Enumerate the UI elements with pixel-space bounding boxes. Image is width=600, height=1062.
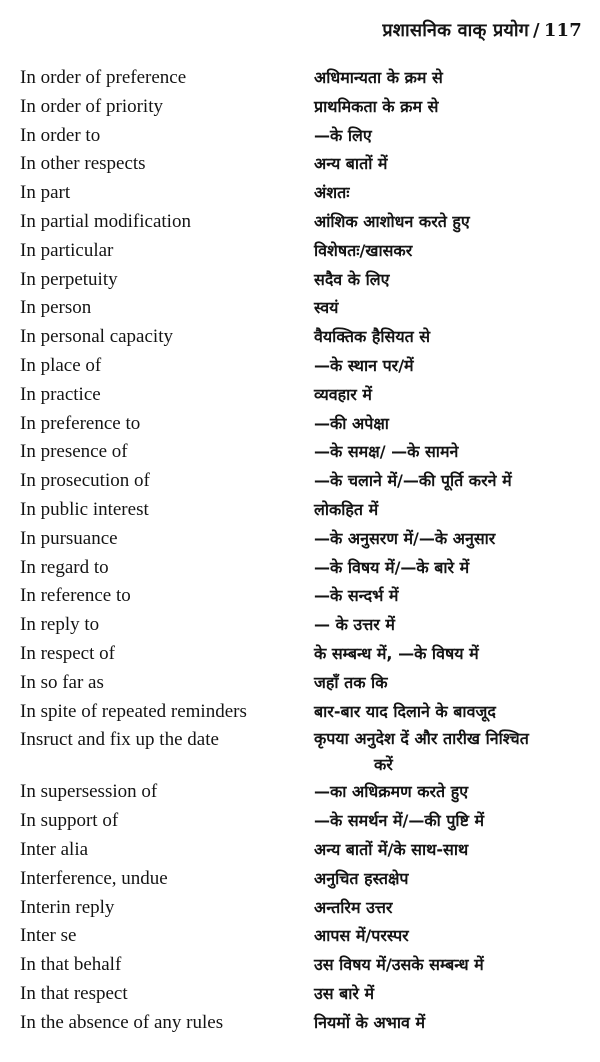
english-term: Insruct and fix up the date xyxy=(20,729,219,751)
glossary-row xyxy=(0,611,600,640)
english-term: In place of xyxy=(20,354,102,376)
english-term: Interin reply xyxy=(20,896,115,918)
hindi-text: —के लिए xyxy=(314,125,372,145)
hindi-equivalent xyxy=(292,611,582,640)
hindi-equivalent xyxy=(292,294,582,323)
hindi-text: वैयक्तिक हैसियत से xyxy=(314,327,431,347)
hindi-text: सदैव के लिए xyxy=(314,269,390,289)
running-header xyxy=(382,18,582,42)
glossary-row xyxy=(0,266,600,295)
english-term: In order to xyxy=(20,124,101,146)
glossary-row xyxy=(0,237,600,266)
hindi-text: अन्य बातों में/के साथ-साथ xyxy=(314,839,469,859)
hindi-text: —के स्थान पर/में xyxy=(314,355,414,375)
hindi-equivalent xyxy=(292,582,582,611)
glossary-row xyxy=(0,150,600,179)
hindi-equivalent xyxy=(292,698,582,727)
glossary-row xyxy=(0,698,600,727)
hindi-text: — के उत्तर में xyxy=(314,615,395,635)
glossary-row xyxy=(0,922,600,951)
english-term: In public interest xyxy=(20,498,149,520)
hindi-equivalent xyxy=(292,381,582,410)
page-number: 117 xyxy=(543,20,582,41)
hindi-text: अधिमान्यता के क्रम से xyxy=(314,68,443,87)
glossary-row xyxy=(0,410,600,439)
hindi-equivalent xyxy=(292,836,582,865)
glossary-row xyxy=(0,352,600,381)
english-term: In partial modification xyxy=(20,210,191,232)
english-term: In that respect xyxy=(20,982,128,1004)
hindi-text: अनुचित हस्तक्षेप xyxy=(314,868,409,888)
hindi-text: व्यवहार में xyxy=(314,384,372,404)
hindi-text: प्राथमिकता के क्रम से xyxy=(314,96,439,116)
english-term: In perpetuity xyxy=(20,268,118,290)
english-term: In other respects xyxy=(20,153,146,175)
english-term: In supersession of xyxy=(20,781,158,803)
hindi-equivalent xyxy=(292,669,582,698)
glossary-row xyxy=(0,525,600,554)
hindi-equivalent xyxy=(292,438,582,467)
header-title: प्रशासनिक वाक् प्रयोग xyxy=(382,20,530,41)
english-term: In reply to xyxy=(20,614,100,636)
hindi-text: कृपया अनुदेश दें और तारीख निश्चित xyxy=(314,729,529,749)
english-term: In preference to xyxy=(20,412,141,434)
hindi-text: —के समक्ष/ —के सामने xyxy=(314,442,459,462)
english-term: In that behalf xyxy=(20,954,122,976)
english-term: In pursuance xyxy=(20,527,118,549)
hindi-text: अंशतः xyxy=(314,183,350,203)
glossary-row xyxy=(0,1009,600,1038)
hindi-text: —का अधिक्रमण करते हुए xyxy=(314,782,469,802)
glossary-row xyxy=(0,208,600,237)
hindi-equivalent xyxy=(292,525,582,554)
english-term: In order of preference xyxy=(20,67,187,88)
english-term: In part xyxy=(20,182,71,204)
hindi-text-continuation: करें xyxy=(374,755,393,775)
english-term: In particular xyxy=(20,239,114,261)
glossary-row xyxy=(0,582,600,611)
hindi-equivalent xyxy=(292,554,582,583)
english-term: In support of xyxy=(20,810,119,832)
hindi-text: —की अपेक्षा xyxy=(314,413,389,433)
header-separator: / xyxy=(533,20,540,41)
hindi-text: —के विषय में/—के बारे में xyxy=(314,557,470,577)
glossary-row xyxy=(0,64,600,93)
hindi-text: लोकहित में xyxy=(314,499,379,519)
hindi-equivalent xyxy=(292,266,582,295)
hindi-equivalent xyxy=(292,980,582,1009)
glossary-row xyxy=(0,894,600,923)
glossary-row xyxy=(0,93,600,122)
english-term: In reference to xyxy=(20,585,131,607)
hindi-equivalent xyxy=(292,1009,582,1038)
glossary-list xyxy=(0,64,600,1038)
hindi-text: स्वयं xyxy=(314,298,339,318)
hindi-equivalent xyxy=(292,807,582,836)
english-term: In spite of repeated reminders xyxy=(20,700,247,722)
glossary-row xyxy=(0,438,600,467)
hindi-text: उस विषय में/उसके सम्बन्ध में xyxy=(314,955,484,975)
hindi-equivalent xyxy=(292,951,582,980)
hindi-text: बार-बार याद दिलाने के बावजूद xyxy=(314,701,496,721)
english-term: In practice xyxy=(20,383,101,405)
hindi-equivalent xyxy=(292,865,582,894)
glossary-row xyxy=(0,467,600,496)
hindi-equivalent xyxy=(292,150,582,179)
hindi-text: —के अनुसरण में/—के अनुसार xyxy=(314,528,496,548)
glossary-row xyxy=(0,323,600,352)
glossary-row xyxy=(0,640,600,669)
hindi-text: के सम्बन्ध में, —के विषय में xyxy=(314,643,479,663)
english-term: In personal capacity xyxy=(20,326,173,348)
glossary-row xyxy=(0,496,600,525)
hindi-equivalent xyxy=(292,352,582,381)
english-term: In person xyxy=(20,297,92,319)
english-term: Interference, undue xyxy=(20,867,168,889)
glossary-row xyxy=(0,294,600,323)
glossary-row xyxy=(0,865,600,894)
glossary-row xyxy=(0,951,600,980)
hindi-equivalent xyxy=(292,64,582,93)
hindi-equivalent xyxy=(292,467,582,496)
english-term: Inter se xyxy=(20,925,77,947)
glossary-row xyxy=(0,669,600,698)
glossary-row xyxy=(0,122,600,151)
hindi-text: —के समर्थन में/—की पुष्टि में xyxy=(314,811,485,831)
hindi-equivalent xyxy=(292,640,582,669)
hindi-text: नियमों के अभाव में xyxy=(314,1012,426,1032)
hindi-equivalent xyxy=(292,237,582,266)
hindi-text: अन्य बातों में xyxy=(314,154,388,174)
hindi-text: —के सन्दर्भ में xyxy=(314,586,399,606)
hindi-equivalent xyxy=(292,726,582,778)
english-term: In presence of xyxy=(20,441,128,463)
glossary-row xyxy=(0,807,600,836)
glossary-row xyxy=(0,179,600,208)
hindi-text: आंशिक आशोधन करते हुए xyxy=(314,211,470,231)
hindi-equivalent xyxy=(292,410,582,439)
hindi-text: जहाँ तक कि xyxy=(314,672,388,692)
glossary-row xyxy=(0,726,600,778)
hindi-equivalent xyxy=(292,323,582,352)
hindi-text: अन्तरिम उत्तर xyxy=(314,897,393,917)
hindi-equivalent xyxy=(292,496,582,525)
hindi-equivalent xyxy=(292,93,582,122)
hindi-equivalent xyxy=(292,122,582,151)
english-term: Inter alia xyxy=(20,838,89,860)
english-term: In prosecution of xyxy=(20,470,150,492)
english-term: In respect of xyxy=(20,642,115,664)
hindi-equivalent xyxy=(292,208,582,237)
hindi-equivalent xyxy=(292,778,582,807)
english-term: In regard to xyxy=(20,556,109,578)
hindi-text: विशेषतः/खासकर xyxy=(314,240,413,260)
glossary-row xyxy=(0,778,600,807)
glossary-row xyxy=(0,554,600,583)
glossary-row xyxy=(0,980,600,1009)
hindi-text: —के चलाने में/—की पूर्ति करने में xyxy=(314,471,512,491)
glossary-row xyxy=(0,836,600,865)
hindi-equivalent xyxy=(292,179,582,208)
hindi-text: उस बारे में xyxy=(314,983,375,1003)
hindi-equivalent xyxy=(292,894,582,923)
english-term: In the absence of any rules xyxy=(20,1011,224,1033)
english-term: In order of priority xyxy=(20,95,163,117)
hindi-equivalent xyxy=(292,922,582,951)
english-term: In so far as xyxy=(20,671,104,693)
hindi-text: आपस में/परस्पर xyxy=(314,926,409,946)
glossary-row xyxy=(0,381,600,410)
